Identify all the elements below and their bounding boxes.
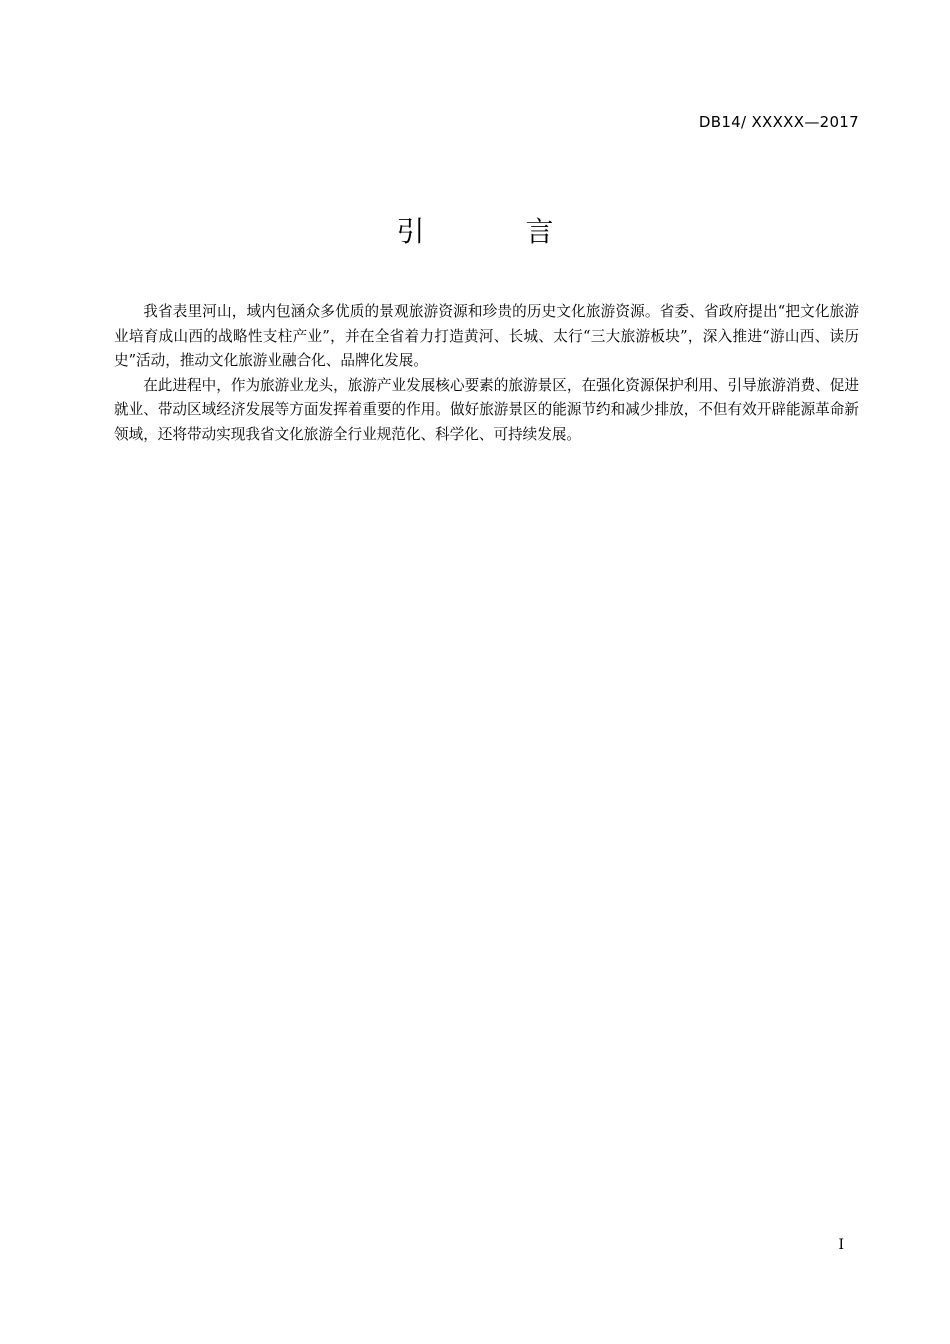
paragraph: 我省表里河山，域内包涵众多优质的景观旅游资源和珍贵的历史文化旅游资源。省委、省政府提出“把文化旅游业培育成山西的战略性支柱产业”，并在全省着力打造黄河、长城、太行“三大旅游板块”，深入推进“游山西、读历史”活动，推动文化旅游业融合化、品牌化发展。 <box>114 303 859 370</box>
page-number: I <box>838 1237 844 1253</box>
paragraph: 在此进程中，作为旅游业龙头，旅游产业发展核心要素的旅游景区，在强化资源保护利用、引导旅游消费、促进就业、带动区域经济发展等方面发挥着重要的作用。做好旅游景区的能源节约和减少排放，不但有效开辟能源革命新领域，还将带动实现我省文化旅游全行业规范化、科学化、可持续发展。 <box>114 376 859 443</box>
page-title: 引 言 <box>396 215 600 248</box>
document-code: DB14/ XXXXX—2017 <box>698 113 859 131</box>
body-text <box>114 300 859 448</box>
